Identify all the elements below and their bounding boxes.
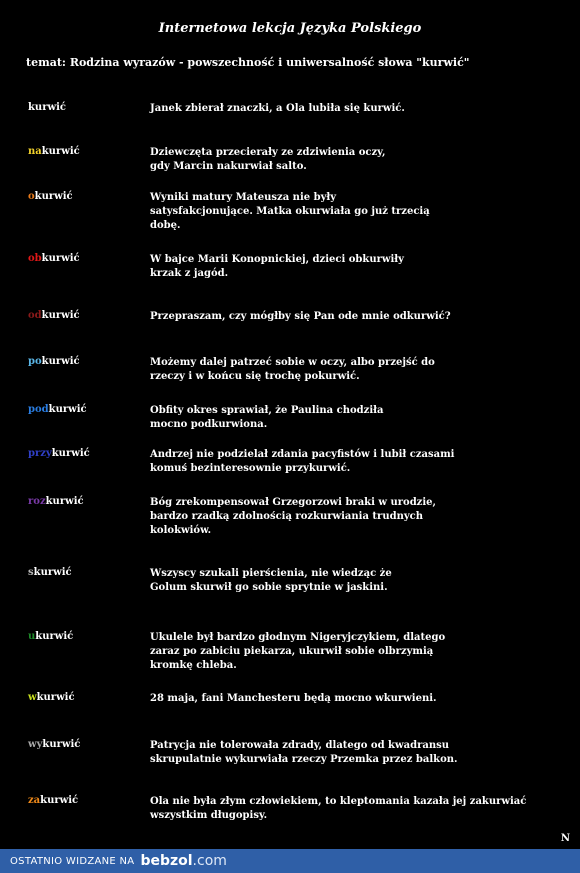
word-root: kurwić <box>35 631 74 642</box>
word-form <box>28 404 87 415</box>
word-form <box>28 146 80 157</box>
word-prefix: przy <box>28 448 52 459</box>
word-form <box>28 567 72 578</box>
word-form <box>28 739 80 750</box>
page-title: Internetowa lekcja Języka Polskiego <box>158 21 422 36</box>
word-root: kurwić <box>41 356 80 367</box>
word-prefix: w <box>28 692 37 703</box>
word-root: kurwić <box>42 739 81 750</box>
word-prefix: po <box>28 356 42 367</box>
example-sentence: Dziewczęta przecierały ze zdziwienia oczy, gdy Marcin nakurwiał salto. <box>150 147 386 172</box>
word-prefix: od <box>28 310 42 321</box>
word-form <box>28 310 80 321</box>
word-root: kurwić <box>48 404 87 415</box>
example-sentence: 28 maja, fani Manchesteru będą mocno wkurwieni. <box>150 693 437 704</box>
word-form <box>28 448 90 459</box>
footer-bar <box>0 849 580 873</box>
word-prefix: pod <box>28 404 49 415</box>
example-sentence: Janek zbierał znaczki, a Ola lubiła się kurwić. <box>150 103 405 114</box>
word-prefix: u <box>28 631 36 642</box>
word-root: kurwić <box>41 253 80 264</box>
word-prefix: roz <box>28 496 46 507</box>
example-sentence: Wyniki matury Mateusza nie były satysfakcjonujące. Matka okurwiała go już trzecią dobę. <box>150 192 430 231</box>
word-root: kurwić <box>41 146 80 157</box>
word-prefix: o <box>28 191 35 202</box>
word-form <box>28 795 78 806</box>
word-root: kurwić <box>28 102 66 113</box>
example-sentence: Wszyscy szukali pierścienia, nie wiedząc że Golum skurwił go sobie sprytnie w jaskini. <box>150 568 392 593</box>
example-sentence: Bóg zrekompensował Grzegorzowi braki w urodzie, bardzo rzadką zdolnością rozkurwiania trudnych kolokwiów. <box>150 497 437 536</box>
word-prefix: s <box>28 567 34 578</box>
word-form <box>28 253 80 264</box>
example-sentence: Przepraszam, czy mógłby się Pan ode mnie odkurwić? <box>150 311 451 322</box>
example-sentence: Ola nie była złym człowiekiem, to kleptomania kazała jej zakurwiać wszystkim długopisy. <box>150 796 527 821</box>
example-sentence: Patrycja nie tolerowała zdrady, dlatego od kwadransu skrupulatnie wykurwiała rzeczy Przemka przez balkon. <box>150 740 458 765</box>
lesson-topic: temat: Rodzina wyrazów - powszechność i uniwersalność słowa "kurwić" <box>26 56 470 69</box>
word-root: kurwić <box>33 567 72 578</box>
word-form <box>28 631 73 642</box>
word-form <box>28 102 66 113</box>
corner-mark: N <box>560 833 570 844</box>
example-sentence: Możemy dalej patrzeć sobie w oczy, albo przejść do rzeczy i w końcu się trochę pokurwić. <box>150 357 435 382</box>
word-root: kurwić <box>51 448 90 459</box>
example-sentence: W bajce Marii Konopnickiej, dzieci obkurwiły krzak z jagód. <box>150 254 404 279</box>
example-sentence: Ukulele był bardzo głodnym Nigeryjczykiem, dlatego zaraz po zabiciu piekarza, ukurwił sobie olbrzymią kromkę chleba. <box>150 632 446 671</box>
example-sentence: Andrzej nie podzielał zdania pacyfistów i lubił czasami komuś bezinteresownie przykurwić. <box>150 449 455 474</box>
site-logo[interactable] <box>140 853 226 869</box>
word-prefix: za <box>28 795 41 806</box>
word-prefix: wy <box>28 739 43 750</box>
word-root: kurwić <box>41 310 80 321</box>
word-prefix: na <box>28 146 42 157</box>
logo-name: bebzol <box>140 853 193 869</box>
word-root: kurwić <box>45 496 84 507</box>
example-sentence: Obfity okres sprawiał, że Paulina chodziła mocno podkurwiona. <box>150 405 384 430</box>
word-root: kurwić <box>36 692 75 703</box>
word-form <box>28 191 73 202</box>
word-root: kurwić <box>40 795 79 806</box>
logo-suffix: .com <box>192 853 227 869</box>
word-prefix: ob <box>28 253 42 264</box>
word-form <box>28 496 84 507</box>
word-root: kurwić <box>34 191 73 202</box>
footer-text: OSTATNIO WIDZANE NA <box>10 855 135 867</box>
word-form <box>28 692 75 703</box>
word-form <box>28 356 80 367</box>
